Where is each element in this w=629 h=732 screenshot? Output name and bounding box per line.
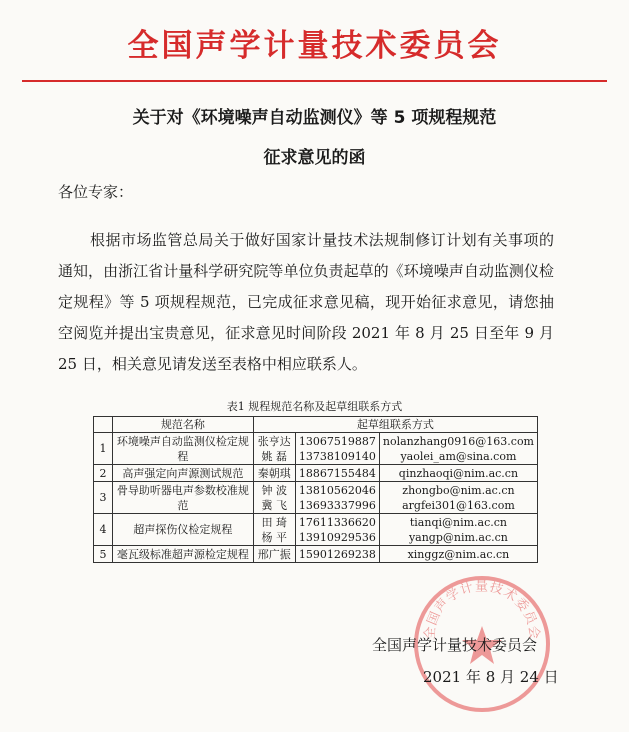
header-divider [22,80,607,82]
letter-subtitle: 征求意见的函 [263,148,366,168]
salutation: 各位专家： [58,183,134,201]
contact-persons: 邢广振 [253,546,295,563]
header-spec-name: 规范名称 [113,417,254,433]
contacts-table [93,416,538,563]
letter-title: 关于对《环境噪声自动监测仪》等 5 项规程规范 [132,108,497,128]
contact-persons: 张亨达 姚 磊 [253,433,295,465]
header-num [94,417,113,433]
signature-date: 2021 年 8 月 24 日 [423,668,559,686]
contact-persons: 钟 波 冀 飞 [253,482,295,514]
header-contact: 起草组联系方式 [253,417,537,433]
contact-emails: qinzhaoqi@nim.ac.cn [379,465,537,482]
contact-phones: 17611336620 13910929536 [295,514,379,546]
contact-phones: 18867155484 [295,465,379,482]
contact-phones: 15901269238 [295,546,379,563]
contact-emails: tianqi@nim.ac.cn yangp@nim.ac.cn [379,514,537,546]
spec-name: 高声强定向声源测试规范 [113,465,254,482]
letter-body: 根据市场监管总局关于做好国家计量技术法规制修订计划有关事项的通知，由浙江省计量科学研究院等单位负责起草的《环境噪声自动监测仪检定规程》等 5 项规程规范，已完成征求意见稿，现开始征求意见，请您抽空阅览并提出宝贵意见，征求意见时间阶段 2021 年 8 月 25 日至年 9 月 25 日，相关意见请发送至表格中相应联系人。 [58,231,554,373]
organization-header: 全国声学计量技术委员会 [127,28,502,64]
row-number: 4 [94,514,113,546]
table-row [94,465,538,482]
table-row [94,514,538,546]
seal-text: 全国声学计量技术委员会 [422,579,542,641]
row-number: 1 [94,433,113,465]
contact-phones: 13067519887 13738109140 [295,433,379,465]
spec-name: 环境噪声自动监测仪检定规程 [113,433,254,465]
spec-name: 毫瓦级标准超声源检定规程 [113,546,254,563]
table-row [94,433,538,465]
contact-persons: 秦朝琪 [253,465,295,482]
row-number: 3 [94,482,113,514]
table-caption: 表1 规程规范名称及起草组联系方式 [226,400,403,413]
spec-name: 超声探伤仪检定规程 [113,514,254,546]
row-number: 5 [94,546,113,563]
signature-organization: 全国声学计量技术委员会 [372,636,538,654]
contact-emails: xinggz@nim.ac.cn [379,546,537,563]
table-header-row [94,417,538,433]
table-row [94,482,538,514]
contact-emails: zhongbo@nim.ac.cn argfei301@163.com [379,482,537,514]
row-number: 2 [94,465,113,482]
spec-name: 骨导助听器电声参数校准规范 [113,482,254,514]
contact-persons: 田 琦 杨 平 [253,514,295,546]
contact-phones: 13810562046 13693337996 [295,482,379,514]
table-row [94,546,538,563]
contact-emails: nolanzhang0916@163.com yaolei_am@sina.com [379,433,537,465]
